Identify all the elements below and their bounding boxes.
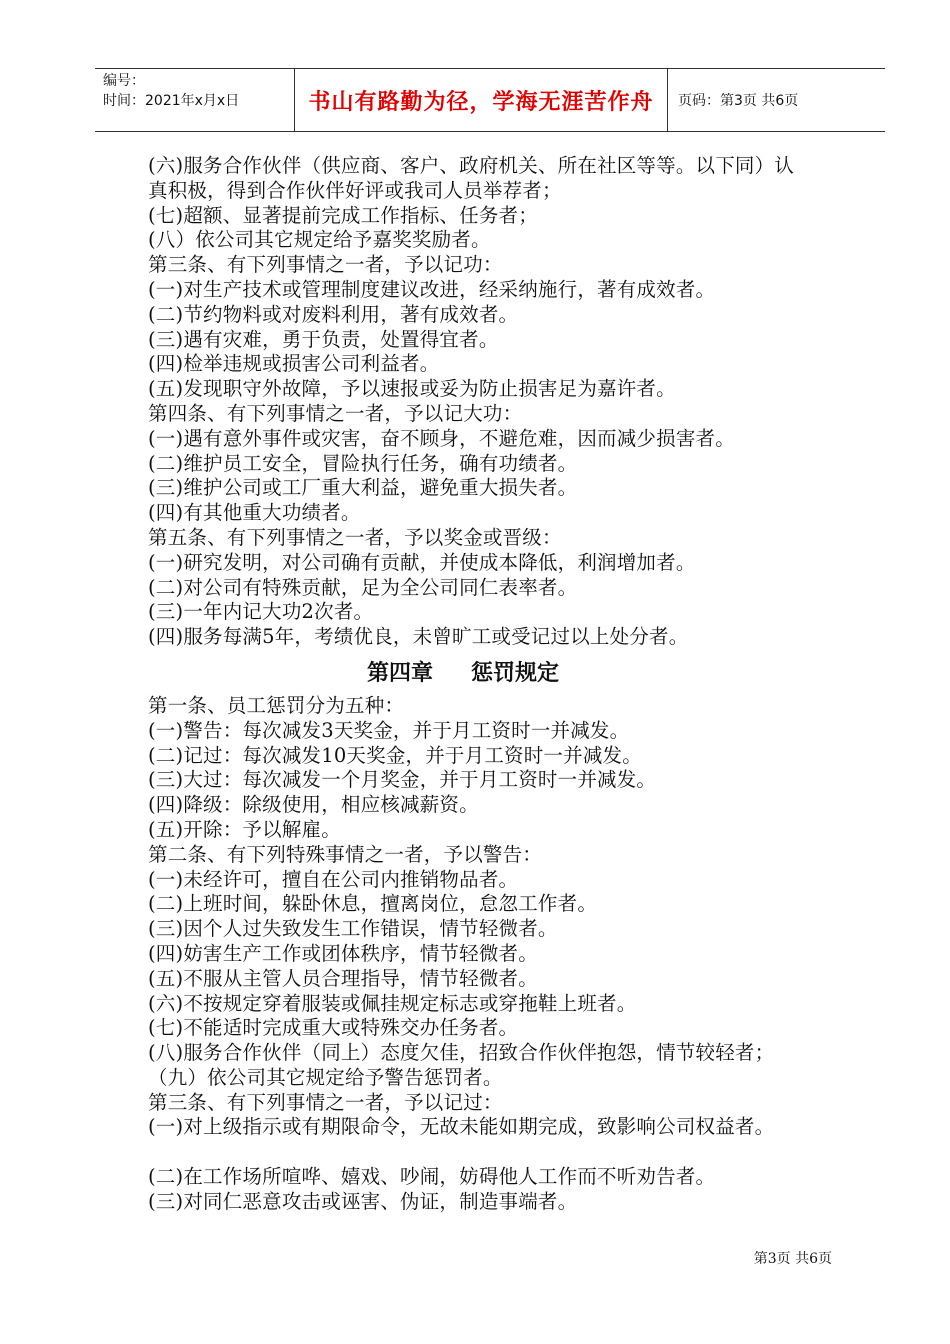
text-line: （九）依公司其它规定给予警告惩罚者。 [148, 1065, 503, 1089]
chapter-number: 第四章 [366, 660, 433, 686]
header-motto: 书山有路勤为径，学海无涯苦作舟 [308, 88, 654, 115]
text-line: (三)大过：每次减发一个月奖金，并于月工资时一并减发。 [148, 768, 657, 792]
text-line: (三)维护公司或工厂重大利益，避免重大损失者。 [148, 476, 578, 500]
text-line: (六)服务合作伙伴（供应商、客户、政府机关、所在社区等等。以下同）认 [148, 154, 795, 177]
text-line: (一)未经许可，擅自在公司内推销物品者。 [148, 867, 519, 891]
text-line: (二)记过：每次减发10天奖金，并于月工资时一并减发。 [148, 743, 642, 767]
text-line: (八)服务合作伙伴（同上）态度欠佳，招致合作伙伴抱怨，情节较轻者； [148, 1041, 775, 1065]
header-meta [95, 69, 295, 131]
text-line: 真积极，得到合作伙伴好评或我司人员举荐者； [148, 178, 562, 202]
text-line: (四)检举违规或损害公司利益者。 [148, 352, 440, 376]
penalty-section-continued [148, 1165, 848, 1215]
text-line: (三)遇有灾难，勇于负责，处置得宜者。 [148, 327, 499, 351]
text-line: (四)服务每满5年，考绩优良，未曾旷工或受记过以上处分者。 [148, 625, 689, 649]
text-line: (三)一年内记大功2次者。 [148, 600, 374, 624]
text-line: (四)妨害生产工作或团体秩序，情节轻微者。 [148, 941, 538, 965]
document-body [148, 154, 848, 1215]
text-line: (六)不按规定穿着服装或佩挂规定标志或穿拖鞋上班者。 [148, 991, 637, 1015]
text-line: (二)节约物料或对废料利用，著有成效者。 [148, 302, 519, 326]
page-header [95, 68, 885, 132]
text-line: 第三条、有下列事情之一者，予以记功： [148, 253, 503, 277]
text-line: (二)维护员工安全，冒险执行任务，确有功绩者。 [148, 451, 578, 475]
text-line: (四)有其他重大功绩者。 [148, 501, 361, 525]
text-line: (一)对生产技术或管理制度建议改进，经采纳施行，著有成效者。 [148, 277, 716, 301]
text-line: (八）依公司其它规定给予嘉奖奖励者。 [148, 228, 491, 252]
text-line: (一)对上级指示或有期限命令，无故未能如期完成，致影响公司权益者。 [148, 1115, 775, 1139]
blank-line [148, 1140, 848, 1165]
chapter-title: 惩罚规定 [471, 660, 560, 686]
header-page-code: 页码：第3页 共6页 [678, 93, 799, 109]
text-line: (三)因个人过失致发生工作错误，情节轻微者。 [148, 917, 558, 941]
text-line: (五)不服从主管人员合理指导，情节轻微者。 [148, 966, 538, 990]
text-line: (二)在工作场所喧哗、嬉戏、吵闹，妨碍他人工作而不听劝告者。 [148, 1165, 716, 1189]
text-line: (三)对同仁恶意攻击或诬害、伪证，制造事端者。 [148, 1189, 578, 1213]
text-line: (七)不能适时完成重大或特殊交办任务者。 [148, 1016, 519, 1040]
text-line: (一)研究发明，对公司确有贡献，并使成本降低，利润增加者。 [148, 550, 696, 574]
text-line: 第四条、有下列事情之一者，予以记大功： [148, 401, 523, 425]
text-line: 第二条、有下列特殊事情之一者，予以警告： [148, 842, 543, 866]
reward-section [148, 154, 848, 650]
header-motto-cell [295, 69, 668, 131]
chapter-heading [148, 650, 778, 694]
text-line: (一)遇有意外事件或灾害，奋不顾身，不避危难，因而减少损害者。 [148, 426, 735, 450]
page-footer: 第3页 共6页 [753, 1251, 832, 1267]
text-line: (一)警告：每次减发3天奖金，并于月工资时一并减发。 [148, 718, 630, 742]
penalty-section [148, 694, 848, 1140]
text-line: (五)发现职守外故障，予以速报或妥为防止损害足为嘉许者。 [148, 377, 676, 401]
text-line: 第五条、有下列事情之一者，予以奖金或晋级： [148, 525, 562, 549]
text-line: (四)降级：除级使用，相应核减薪资。 [148, 793, 479, 817]
text-line: 第一条、员工惩罚分为五种： [148, 693, 405, 717]
text-line: (七)超额、显著提前完成工作指标、任务者； [148, 203, 538, 227]
text-line: (五)开除：予以解雇。 [148, 817, 341, 841]
number-label: 编号： [103, 73, 145, 89]
text-line: (二)上班时间，躲卧休息，擅离岗位，怠忽工作者。 [148, 892, 598, 916]
text-line: (二)对公司有特殊贡献，足为全公司同仁表率者。 [148, 575, 578, 599]
time-label: 时间：2021年x月x日 [103, 93, 240, 109]
text-line: 第三条、有下列事情之一者，予以记过： [148, 1090, 503, 1114]
